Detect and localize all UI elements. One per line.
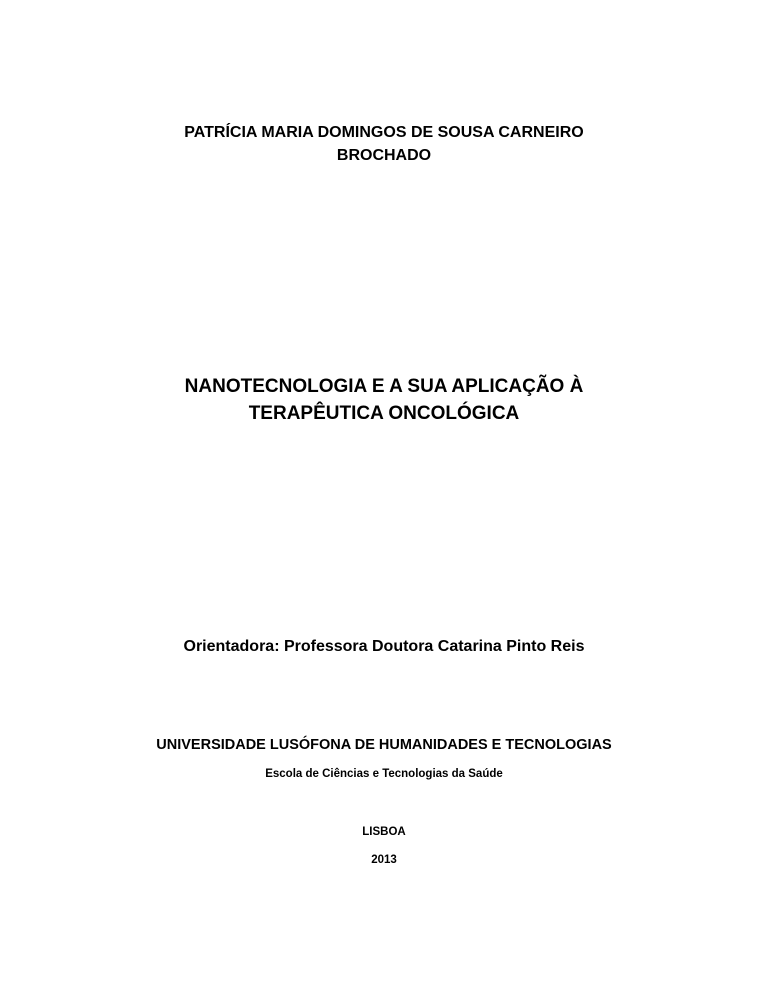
advisor: Orientadora: Professora Doutora Catarina Pinto Reis	[183, 638, 585, 655]
school-name: Escola de Ciências e Tecnologias da Saúde	[265, 768, 503, 780]
thesis-title-line-1: NANOTECNOLOGIA E A SUA APLICAÇÃO À	[184, 376, 584, 397]
year: 2013	[371, 854, 397, 866]
university-name: UNIVERSIDADE LUSÓFONA DE HUMANIDADES E TECNOLOGIAS	[156, 737, 612, 753]
place: LISBOA	[362, 826, 406, 838]
author-name-line-2: BROCHADO	[336, 147, 432, 164]
thesis-title-line-2: TERAPÊUTICA ONCOLÓGICA	[248, 403, 520, 424]
author-name-line-1: PATRÍCIA MARIA DOMINGOS DE SOUSA CARNEIRO	[184, 124, 584, 141]
